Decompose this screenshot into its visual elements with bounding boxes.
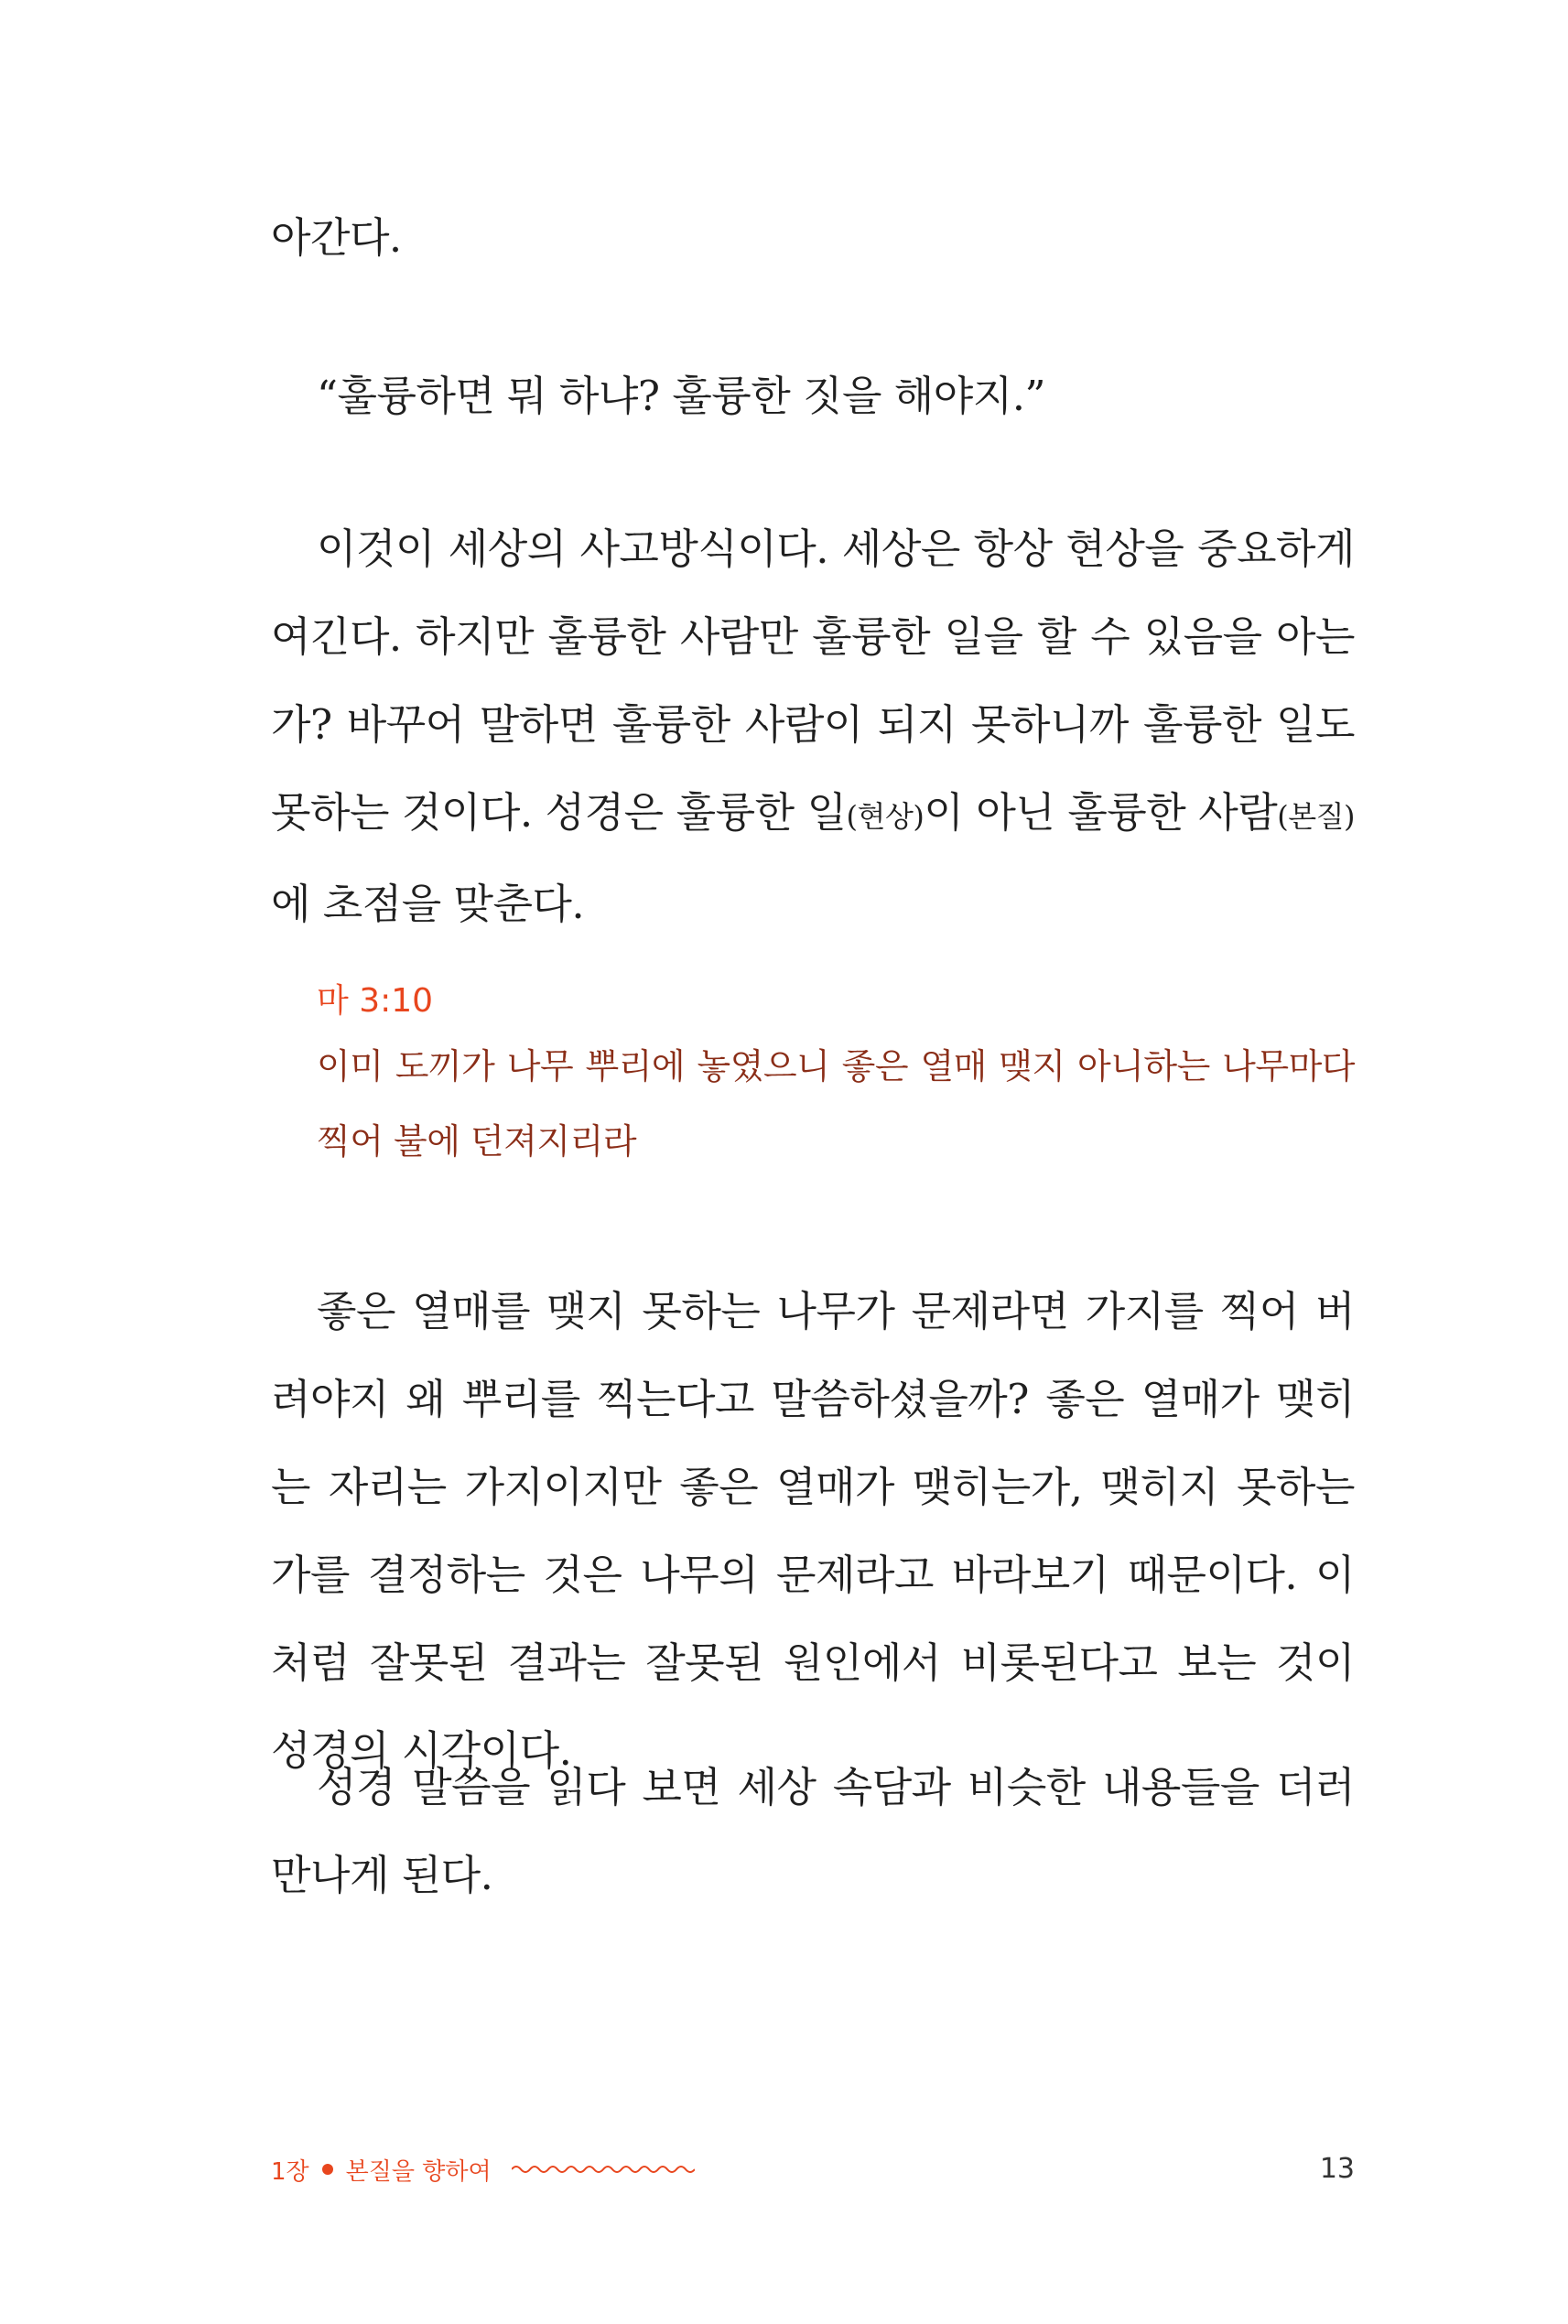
page-footer	[271, 2146, 1355, 2192]
paragraph-text: 이것이 세상의 사고방식이다. 세상은 항상 현상을 중요하게 여긴다. 하지만 훌륭한 사람만 훌륭한 일을 할 수 있음을 아는가? 바꾸어 말하면 훌륭한 사람이 되지 못하니까 훌륭한 일도 못하는 것이다. 성경은 훌륭한 일(현상)이 아닌 훌륭한 사람(본질)에 초점을 맞춘다.	[271, 524, 1355, 928]
paragraph-proverbs	[271, 1744, 1355, 1919]
running-footer	[271, 2146, 695, 2192]
paragraph-continuation	[271, 194, 1355, 282]
quote-text: “훌륭하면 뭐 하냐? 훌륭한 짓을 해야지.”	[317, 372, 1046, 420]
bullet-dot-icon	[322, 2164, 333, 2175]
annotation-phenomenon: (현상)	[846, 799, 925, 834]
paragraph-world-view	[271, 505, 1355, 948]
paragraph-text: 성경 말씀을 읽다 보면 세상 속담과 비슷한 내용들을 더러 만나게 된다.	[271, 1763, 1355, 1899]
paragraph-quote	[271, 352, 1355, 440]
page-number: 13	[1319, 2153, 1355, 2185]
chapter-title: 본질을 향하여	[345, 2157, 492, 2186]
scripture-reference: 마 3:10	[317, 982, 434, 1020]
chapter-label: 1장	[271, 2157, 309, 2186]
scripture-text: 이미 도끼가 나무 뿌리에 놓였으니 좋은 열매 맺지 아니하는 나무마다 찍어 불에 던져지리라	[317, 1046, 1355, 1162]
scripture-quote	[317, 974, 1355, 1179]
paragraph-text: 좋은 열매를 맺지 못하는 나무가 문제라면 가지를 찍어 버려야지 왜 뿌리를 찍는다고 말씀하셨을까? 좋은 열매가 맺히는 자리는 가지이지만 좋은 열매가 맺히는가, 맺히지 못하는가를 결정하는 것은 나무의 문제라고 바라보기 때문이다. 이처럼 잘못된 결과는 잘못된 원인에서 비롯된다고 보는 것이 성경의 시각이다.	[271, 1287, 1355, 1775]
paragraph-text: 아간다.	[271, 213, 402, 262]
annotation-essence: (본질)	[1277, 799, 1355, 834]
paragraph-fruit-root	[271, 1268, 1355, 1795]
wavy-line-icon	[512, 2163, 695, 2176]
